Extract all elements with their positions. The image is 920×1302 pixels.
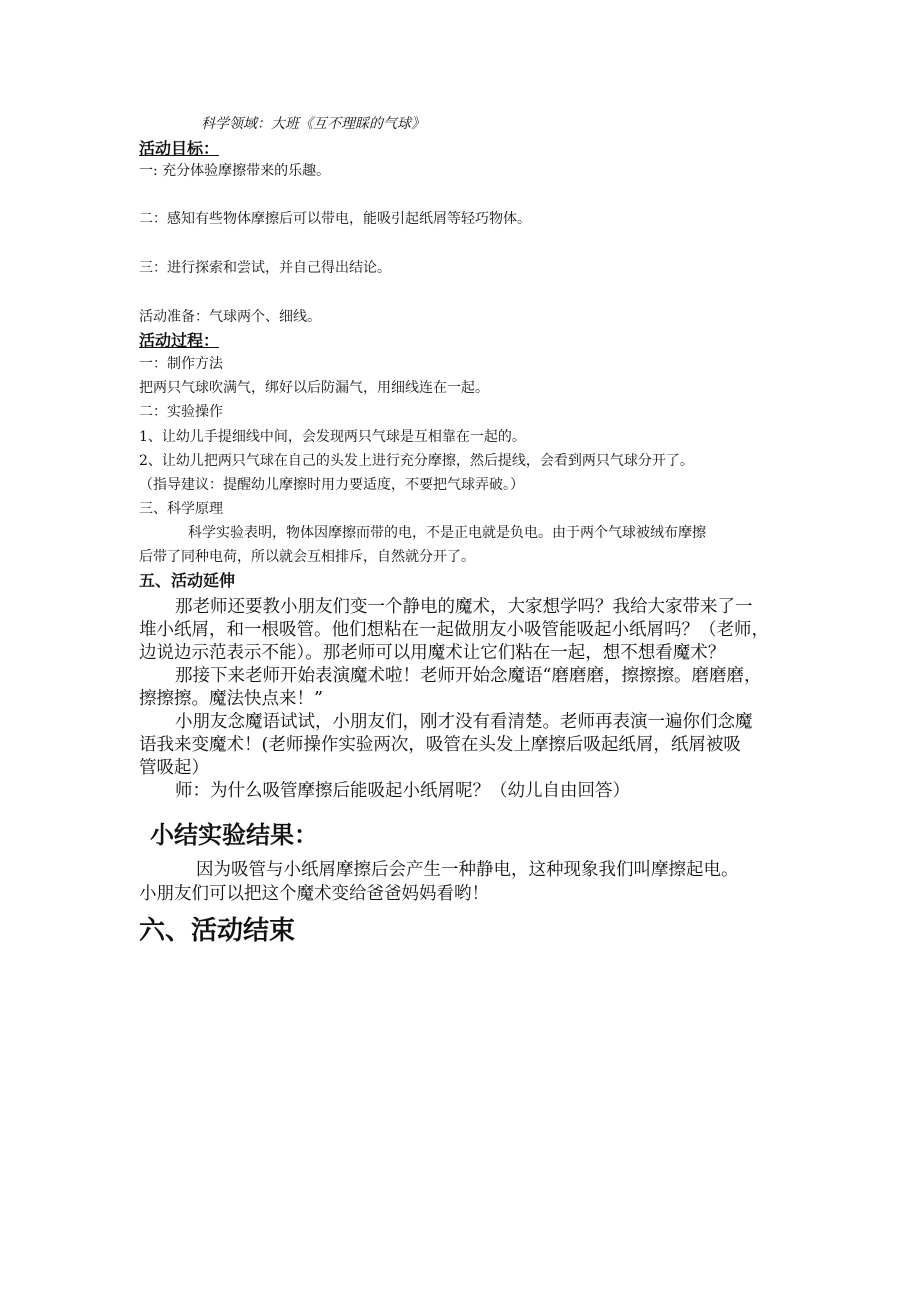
method-text: 把两只气球吹满气，绑好以后防漏气，用细线连在一起。 bbox=[139, 380, 489, 396]
extension-line-2: 堆小纸屑，和一根吸管。他们想粘在一起做朋友小吸管能吸起小纸屑吗？（老师， bbox=[139, 620, 769, 640]
experiment-step-1: 1、让幼儿手提细线中间，会发现两只气球是互相靠在一起的。 bbox=[139, 429, 526, 445]
extension-line-7: 语我来变魔术！(老师操作实验两次，吸管在头发上摩擦后吸起纸屑，纸屑被吸 bbox=[139, 735, 741, 755]
extension-line-6: 小朋友念魔语试试，小朋友们，刚才没有看清楚。老师再表演一遍你们念魔 bbox=[175, 712, 753, 732]
preparation-text: 活动准备：气球两个、细线。 bbox=[139, 309, 321, 325]
document-title: 科学领域：大班《互不理睬的气球》 bbox=[201, 116, 425, 132]
extension-line-4: 那接下来老师开始表演魔术啦！老师开始念魔语“磨磨磨，擦擦擦。磨磨磨， bbox=[175, 666, 762, 686]
extension-line-9: 师：为什么吸管摩擦后能吸起小纸屑呢？（幼儿自由回答） bbox=[175, 781, 630, 801]
principle-line-2: 后带了同种电荷，所以就会互相排斥，自然就分开了。 bbox=[139, 549, 475, 565]
summary-line-2: 小朋友们可以把这个魔术变给爸爸妈妈看哟！ bbox=[139, 884, 489, 904]
goal-item-3: 三：进行探索和尝试，并自己得出结论。 bbox=[139, 260, 391, 276]
extension-line-5: 擦擦擦。魔法快点来！” bbox=[139, 689, 323, 709]
principle-title: 三、科学原理 bbox=[139, 501, 223, 517]
extension-line-3: 边说边示范表示不能）。那老师可以用魔术让它们粘在一起，想不想看魔术？ bbox=[139, 643, 726, 663]
summary-heading: 小结实验结果： bbox=[150, 821, 318, 849]
goal-item-2: 二：感知有些物体摩擦后可以带电，能吸引起纸屑等轻巧物体。 bbox=[139, 211, 531, 227]
extension-heading: 五、活动延伸 bbox=[139, 571, 236, 590]
experiment-step-2: 2、让幼儿把两只气球在自己的头发上进行充分摩擦，然后提线，会看到两只气球分开了。 bbox=[139, 453, 694, 469]
extension-line-1: 那老师还要教小朋友们变一个静电的魔术，大家想学吗？我给大家带来了一 bbox=[175, 597, 753, 617]
goal-item-1: 一: 充分体验摩擦带来的乐趣。 bbox=[139, 163, 331, 179]
guidance-tip: （指导建议：提醒幼儿摩擦时用力要适度，不要把气球弄破。） bbox=[139, 477, 524, 493]
ending-heading: 六、活动结束 bbox=[139, 916, 296, 946]
goals-heading: 活动目标： bbox=[139, 139, 220, 158]
process-heading: 活动过程： bbox=[139, 331, 220, 350]
summary-line-1: 因为吸管与小纸屑摩擦后会产生一种静电，这种现象我们叫摩擦起电。 bbox=[196, 860, 739, 880]
experiment-title: 二：实验操作 bbox=[139, 404, 223, 420]
method-title: 一：制作方法 bbox=[139, 356, 223, 372]
principle-line-1: 科学实验表明，物体因摩擦而带的电，不是正电就是负电。由于两个气球被绒布摩擦 bbox=[188, 525, 706, 541]
extension-line-8: 管吸起） bbox=[139, 758, 209, 778]
